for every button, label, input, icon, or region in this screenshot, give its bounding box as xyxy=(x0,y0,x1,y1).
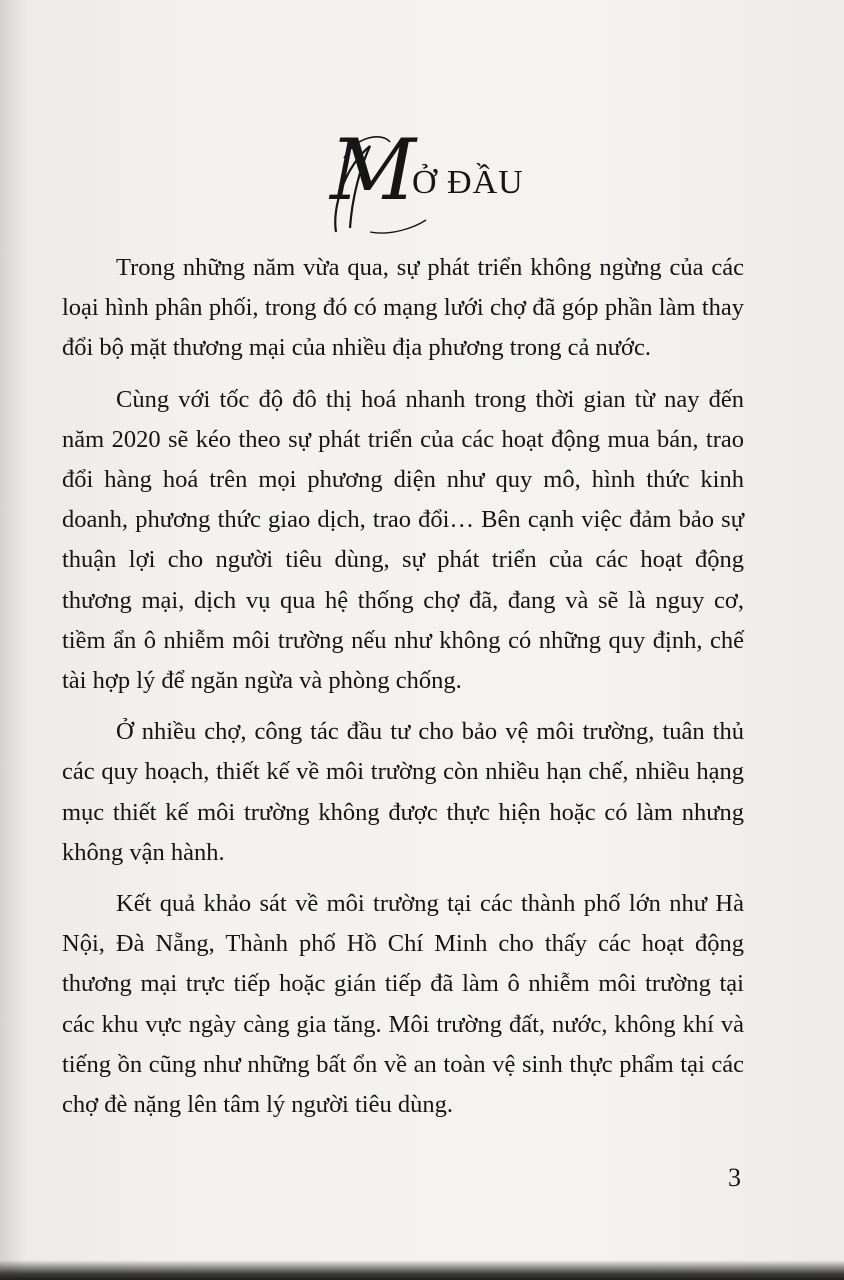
paragraph-2: Cùng với tốc độ đô thị hoá nhanh trong thời gian từ nay đến năm 2020 sẽ kéo theo sự phát triển của các hoạt động mua bán, trao đổi hàng hoá trên mọi phương diện như quy mô, hình thức kinh doanh, phương thức giao dịch, trao đổi… Bên cạnh việc đảm bảo sự thuận lợi cho người tiêu dùng, sự phát triển của các hoạt động thương mại, dịch vụ qua hệ thống chợ đã, đang và sẽ là nguy cơ, tiềm ẩn ô nhiễm môi trường nếu như không có những quy định, chế tài hợp lý để ngăn ngừa và phòng chống. xyxy=(62,385,744,695)
chapter-heading xyxy=(330,121,750,238)
page-fold-shadow xyxy=(0,0,26,1280)
paragraph-1: Trong những năm vừa qua, sự phát triển không ngừng của các loại hình phân phối, trong đó có mạng lưới chợ đã góp phần làm thay đổi bộ mặt thương mại của nhiều địa phương trong cả nước. xyxy=(62,254,744,362)
heading-title: Ở ĐẦU xyxy=(412,164,524,201)
page-bottom-edge xyxy=(0,1260,844,1280)
paragraph-3: Ở nhiều chợ, công tác đầu tư cho bảo vệ môi trường, tuân thủ các quy hoạch, thiết kế về môi trường còn nhiều hạn chế, nhiều hạng mục thiết kế môi trường không được thực hiện hoặc có làm nhưng không vận hành. xyxy=(62,718,744,866)
paragraph-4: Kết quả khảo sát về môi trường tại các thành phố lớn như Hà Nội, Đà Nẵng, Thành phố Hồ Chí Minh cho thấy các hoạt động thương mại trực tiếp hoặc gián tiếp đã làm ô nhiễm môi trường tại các khu vực ngày càng gia tăng. Môi trường đất, nước, không khí và tiếng ồn cũng như những bất ổn về an toàn vệ sinh thực phẩm tại các chợ đè nặng lên tâm lý người tiêu dùng. xyxy=(62,890,744,1119)
body-text xyxy=(62,248,744,1136)
drop-initial: M xyxy=(330,121,417,219)
page-number: 3 xyxy=(728,1163,741,1192)
